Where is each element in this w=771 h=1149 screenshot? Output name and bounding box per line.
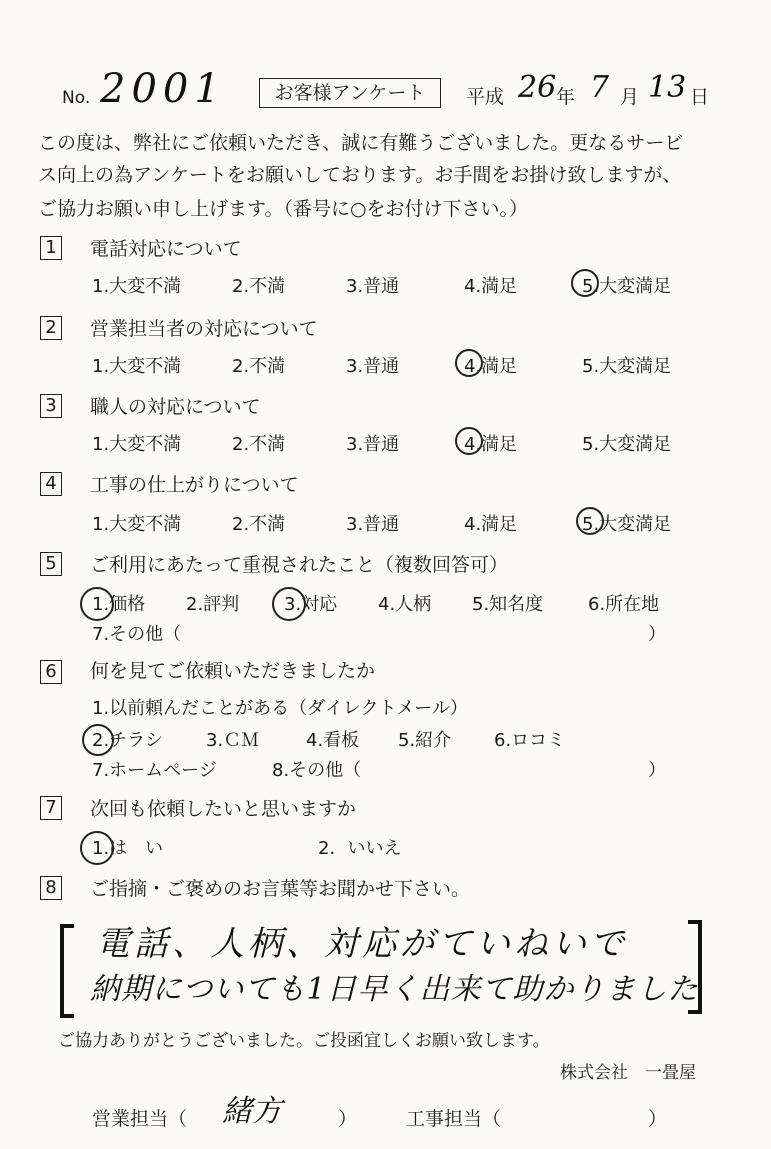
selected-circle-mark bbox=[571, 269, 599, 297]
question-number: 5 bbox=[40, 552, 62, 576]
option[interactable]: 8.その他（ bbox=[272, 760, 362, 781]
number-value: 2001 bbox=[100, 66, 226, 112]
left-bracket bbox=[60, 924, 74, 1018]
option[interactable]: 6.ロコミ bbox=[494, 730, 566, 751]
option[interactable]: 1.大変不満 bbox=[92, 514, 182, 535]
question-number: 3 bbox=[40, 394, 62, 418]
day-value: 13 bbox=[648, 70, 687, 105]
works-label: 工事担当（ bbox=[406, 1108, 502, 1130]
option[interactable]: 1.以前頼んだことがある（ダイレクトメール） bbox=[92, 698, 468, 719]
option[interactable]: 4.満足 bbox=[464, 514, 518, 535]
selected-circle-mark bbox=[455, 427, 483, 455]
option[interactable]: 5.知名度 bbox=[472, 594, 544, 615]
sales-close: ） bbox=[338, 1108, 358, 1130]
number-label: No. bbox=[62, 88, 91, 108]
question-number: 1 bbox=[40, 236, 62, 260]
sales-label: 営業担当（ bbox=[92, 1108, 188, 1130]
option[interactable]: 2．いいえ bbox=[318, 838, 402, 859]
thanks-text: ご協力ありがとうございました。ご投函宜しくお願い致します。 bbox=[58, 1031, 550, 1051]
option[interactable]: 4.満足 bbox=[464, 276, 518, 297]
selected-circle-mark bbox=[82, 724, 114, 756]
option[interactable]: 1.大変不満 bbox=[92, 434, 182, 455]
option[interactable]: 2.不満 bbox=[232, 434, 286, 455]
question-title: 職人の対応について bbox=[90, 396, 261, 418]
era-label: 平成 bbox=[466, 86, 505, 108]
works-close: ） bbox=[648, 1108, 668, 1130]
company-name: 株式会社 一畳屋 bbox=[560, 1063, 696, 1083]
option[interactable]: 7.ホームページ bbox=[92, 760, 217, 781]
option[interactable]: 3.普通 bbox=[346, 356, 400, 377]
option[interactable]: 5.大変満足 bbox=[582, 276, 672, 297]
option[interactable]: 4.満足 bbox=[464, 356, 518, 377]
question-number: 2 bbox=[40, 316, 62, 340]
question-title: 営業担当者の対応について bbox=[90, 318, 318, 340]
question-title: 工事の仕上がりについて bbox=[90, 474, 299, 496]
option[interactable]: 3.普通 bbox=[346, 514, 400, 535]
intro-line: ご協力お願い申し上げます。（番号に○をお付け下さい。） bbox=[38, 198, 529, 220]
option[interactable]: 3.対応 bbox=[284, 594, 338, 615]
comment-line: 納期についても1日早く出来て助かりました bbox=[90, 972, 699, 1007]
option[interactable]: 6.所在地 bbox=[588, 594, 660, 615]
selected-circle-mark bbox=[455, 349, 483, 377]
question-title: 電話対応について bbox=[90, 238, 242, 260]
option[interactable]: 4.看板 bbox=[306, 730, 360, 751]
question-title: 何を見てご依頼いただきましたか bbox=[90, 660, 376, 682]
month-unit: 月 bbox=[620, 86, 640, 108]
form-title: お客様アンケート bbox=[259, 78, 441, 108]
option[interactable]: 5.大変満足 bbox=[582, 356, 672, 377]
option[interactable]: 3.普通 bbox=[346, 434, 400, 455]
selected-circle-mark bbox=[272, 587, 306, 621]
option[interactable]: 2.不満 bbox=[232, 514, 286, 535]
option-close-paren: ） bbox=[648, 624, 666, 645]
option[interactable]: 2.チラシ bbox=[92, 730, 164, 751]
option[interactable]: 3.ＣＭ bbox=[206, 730, 260, 751]
option[interactable]: 7.その他（ bbox=[92, 624, 182, 645]
question-title: ご利用にあたって重視されたこと（複数回答可） bbox=[90, 554, 509, 576]
day-unit: 日 bbox=[690, 86, 710, 108]
year-value: 26 bbox=[518, 70, 557, 105]
option[interactable]: 1.は い bbox=[92, 838, 164, 859]
selected-circle-mark bbox=[80, 587, 114, 621]
selected-circle-mark bbox=[80, 831, 114, 865]
selected-circle-mark bbox=[576, 507, 604, 535]
option[interactable]: 5.紹介 bbox=[398, 730, 452, 751]
intro-line: この度は、弊社にご依頼いただき、誠に有難うございました。更なるサービ bbox=[38, 132, 684, 154]
option[interactable]: 3.普通 bbox=[346, 276, 400, 297]
option[interactable]: 4.人柄 bbox=[378, 594, 432, 615]
option[interactable]: 5.大変満足 bbox=[582, 434, 672, 455]
question-title: 次回も依頼したいと思いますか bbox=[90, 798, 357, 820]
comment-line: 電話、人柄、対応がていねいで bbox=[96, 924, 628, 964]
question-number: 6 bbox=[40, 660, 62, 684]
option[interactable]: 2.不満 bbox=[232, 276, 286, 297]
question-title: ご指摘・ご褒めのお言葉等お聞かせ下さい。 bbox=[90, 878, 471, 900]
option[interactable]: 1.価格 bbox=[92, 594, 146, 615]
month-value: 7 bbox=[590, 70, 610, 105]
option[interactable]: 4.満足 bbox=[464, 434, 518, 455]
option-close-paren: ） bbox=[648, 760, 666, 781]
option[interactable]: 2.不満 bbox=[232, 356, 286, 377]
sales-name: 緒方 bbox=[222, 1094, 282, 1129]
intro-line: ス向上の為アンケートをお願いしております。お手間をお掛け致しますが、 bbox=[38, 164, 682, 186]
year-unit: 年 bbox=[556, 86, 576, 108]
option[interactable]: 2.評判 bbox=[186, 594, 240, 615]
option[interactable]: 1.大変不満 bbox=[92, 356, 182, 377]
option[interactable]: 5.大変満足 bbox=[582, 514, 672, 535]
question-number: 4 bbox=[40, 472, 62, 496]
option[interactable]: 1.大変不満 bbox=[92, 276, 182, 297]
question-number: 7 bbox=[40, 796, 62, 820]
question-number: 8 bbox=[40, 876, 62, 900]
